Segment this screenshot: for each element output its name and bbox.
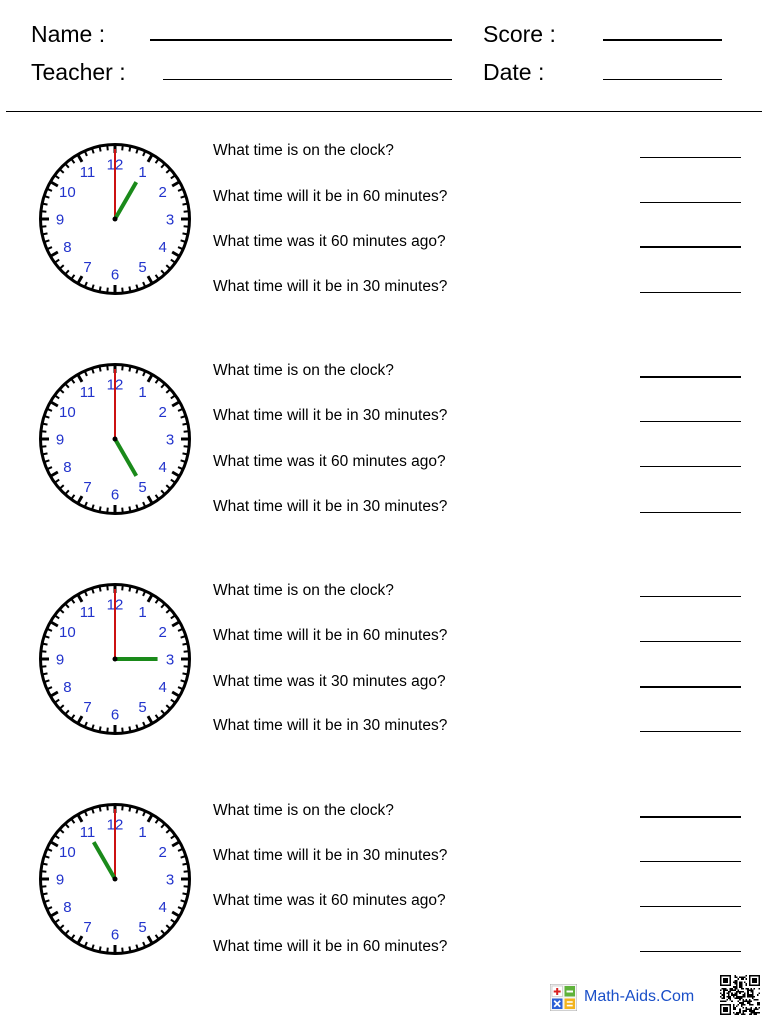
score-answer-line[interactable] (603, 39, 722, 41)
clock-number: 12 (106, 596, 124, 614)
clock-number: 6 (110, 486, 120, 504)
question: What time is on the clock? (213, 582, 394, 599)
answer-line[interactable] (640, 292, 741, 293)
clock-number: 3 (165, 651, 175, 669)
question: What time was it 60 minutes ago? (213, 892, 446, 909)
clock-number: 7 (83, 699, 92, 717)
answer-line[interactable] (640, 861, 741, 862)
clock-number: 3 (165, 211, 175, 229)
date-answer-line[interactable] (603, 79, 722, 80)
clock-number: 12 (106, 156, 124, 174)
qr-code-icon (720, 975, 760, 1015)
clock-number: 10 (59, 844, 76, 861)
clock-number: 1 (138, 163, 147, 181)
clock-number: 8 (63, 239, 72, 256)
question: What time was it 30 minutes ago? (213, 673, 446, 690)
clock-number: 7 (83, 919, 92, 937)
math-aids-logo-icon (550, 984, 577, 1011)
clock-number: 8 (63, 459, 72, 476)
clock-number: 9 (55, 431, 65, 449)
clock-number: 4 (158, 239, 167, 256)
answer-line[interactable] (640, 421, 741, 422)
clock-face-icon (36, 358, 194, 520)
question: What time will it be in 60 minutes? (213, 627, 448, 644)
answer-line[interactable] (640, 641, 741, 642)
problem-4 (0, 798, 768, 998)
question: What time will it be in 60 minutes? (213, 188, 448, 205)
clock-number: 9 (55, 651, 65, 669)
clock-number: 5 (138, 259, 147, 277)
clock-number: 7 (83, 479, 92, 497)
score-label: Score : (483, 21, 556, 47)
clock-number: 3 (165, 871, 175, 889)
clock-face-icon (36, 798, 194, 960)
clock-number: 11 (79, 383, 96, 401)
footer-brand-link[interactable]: Math-Aids.Com (584, 988, 695, 1005)
answer-line[interactable] (640, 686, 741, 688)
clock-number: 11 (79, 163, 96, 181)
clock-number: 5 (138, 479, 147, 497)
clock-pivot (113, 877, 118, 882)
clock-number: 5 (138, 699, 147, 717)
name-answer-line[interactable] (150, 39, 452, 41)
clock-number: 12 (106, 376, 124, 394)
clock-number: 12 (106, 816, 124, 834)
answer-line[interactable] (640, 157, 741, 158)
clock-number: 1 (138, 823, 147, 841)
answer-line[interactable] (640, 731, 741, 732)
header-divider (6, 111, 762, 112)
question: What time was it 60 minutes ago? (213, 233, 446, 250)
clock-pivot (113, 217, 118, 222)
answer-line[interactable] (640, 512, 741, 513)
clock-number: 10 (59, 404, 76, 421)
clock-number: 11 (79, 603, 96, 621)
answer-line[interactable] (640, 376, 741, 378)
question: What time will it be in 30 minutes? (213, 498, 448, 515)
name-label: Name : (31, 21, 106, 47)
clock-number: 2 (158, 624, 167, 641)
clock-number: 2 (158, 184, 167, 201)
clock-number: 11 (79, 823, 96, 841)
clock-number: 10 (59, 184, 76, 201)
clock-number: 1 (138, 383, 147, 401)
answer-line[interactable] (640, 596, 741, 597)
clock-face-icon (36, 578, 194, 740)
clock-number: 3 (165, 431, 175, 449)
answer-line[interactable] (640, 951, 741, 952)
clock-number: 6 (110, 926, 120, 944)
problem-1 (0, 138, 768, 338)
answer-line[interactable] (640, 246, 741, 248)
clock-number: 7 (83, 259, 92, 277)
date-label: Date : (483, 59, 545, 85)
clock-face-icon (36, 138, 194, 300)
clock-number: 6 (110, 266, 120, 284)
question: What time will it be in 30 minutes? (213, 407, 448, 424)
clock-number: 9 (55, 871, 65, 889)
question: What time is on the clock? (213, 362, 394, 379)
clock-number: 2 (158, 844, 167, 861)
clock-number: 5 (138, 919, 147, 937)
problem-2 (0, 358, 768, 558)
teacher-answer-line[interactable] (163, 79, 452, 80)
question: What time is on the clock? (213, 802, 394, 819)
question: What time will it be in 60 minutes? (213, 938, 448, 955)
clock-number: 6 (110, 706, 120, 724)
answer-line[interactable] (640, 466, 741, 467)
clock-pivot (113, 437, 118, 442)
teacher-label: Teacher : (31, 59, 126, 85)
clock-number: 4 (158, 679, 167, 696)
clock-pivot (113, 657, 118, 662)
problem-3 (0, 578, 768, 778)
clock-number: 4 (158, 899, 167, 916)
clock-number: 8 (63, 899, 72, 916)
question: What time will it be in 30 minutes? (213, 278, 448, 295)
question: What time was it 60 minutes ago? (213, 453, 446, 470)
clock-number: 10 (59, 624, 76, 641)
answer-line[interactable] (640, 906, 741, 907)
clock-number: 9 (55, 211, 65, 229)
answer-line[interactable] (640, 816, 741, 818)
clock-number: 2 (158, 404, 167, 421)
question: What time is on the clock? (213, 142, 394, 159)
clock-number: 8 (63, 679, 72, 696)
clock-number: 1 (138, 603, 147, 621)
answer-line[interactable] (640, 202, 741, 203)
question: What time will it be in 30 minutes? (213, 847, 448, 864)
clock-number: 4 (158, 459, 167, 476)
question: What time will it be in 30 minutes? (213, 717, 448, 734)
